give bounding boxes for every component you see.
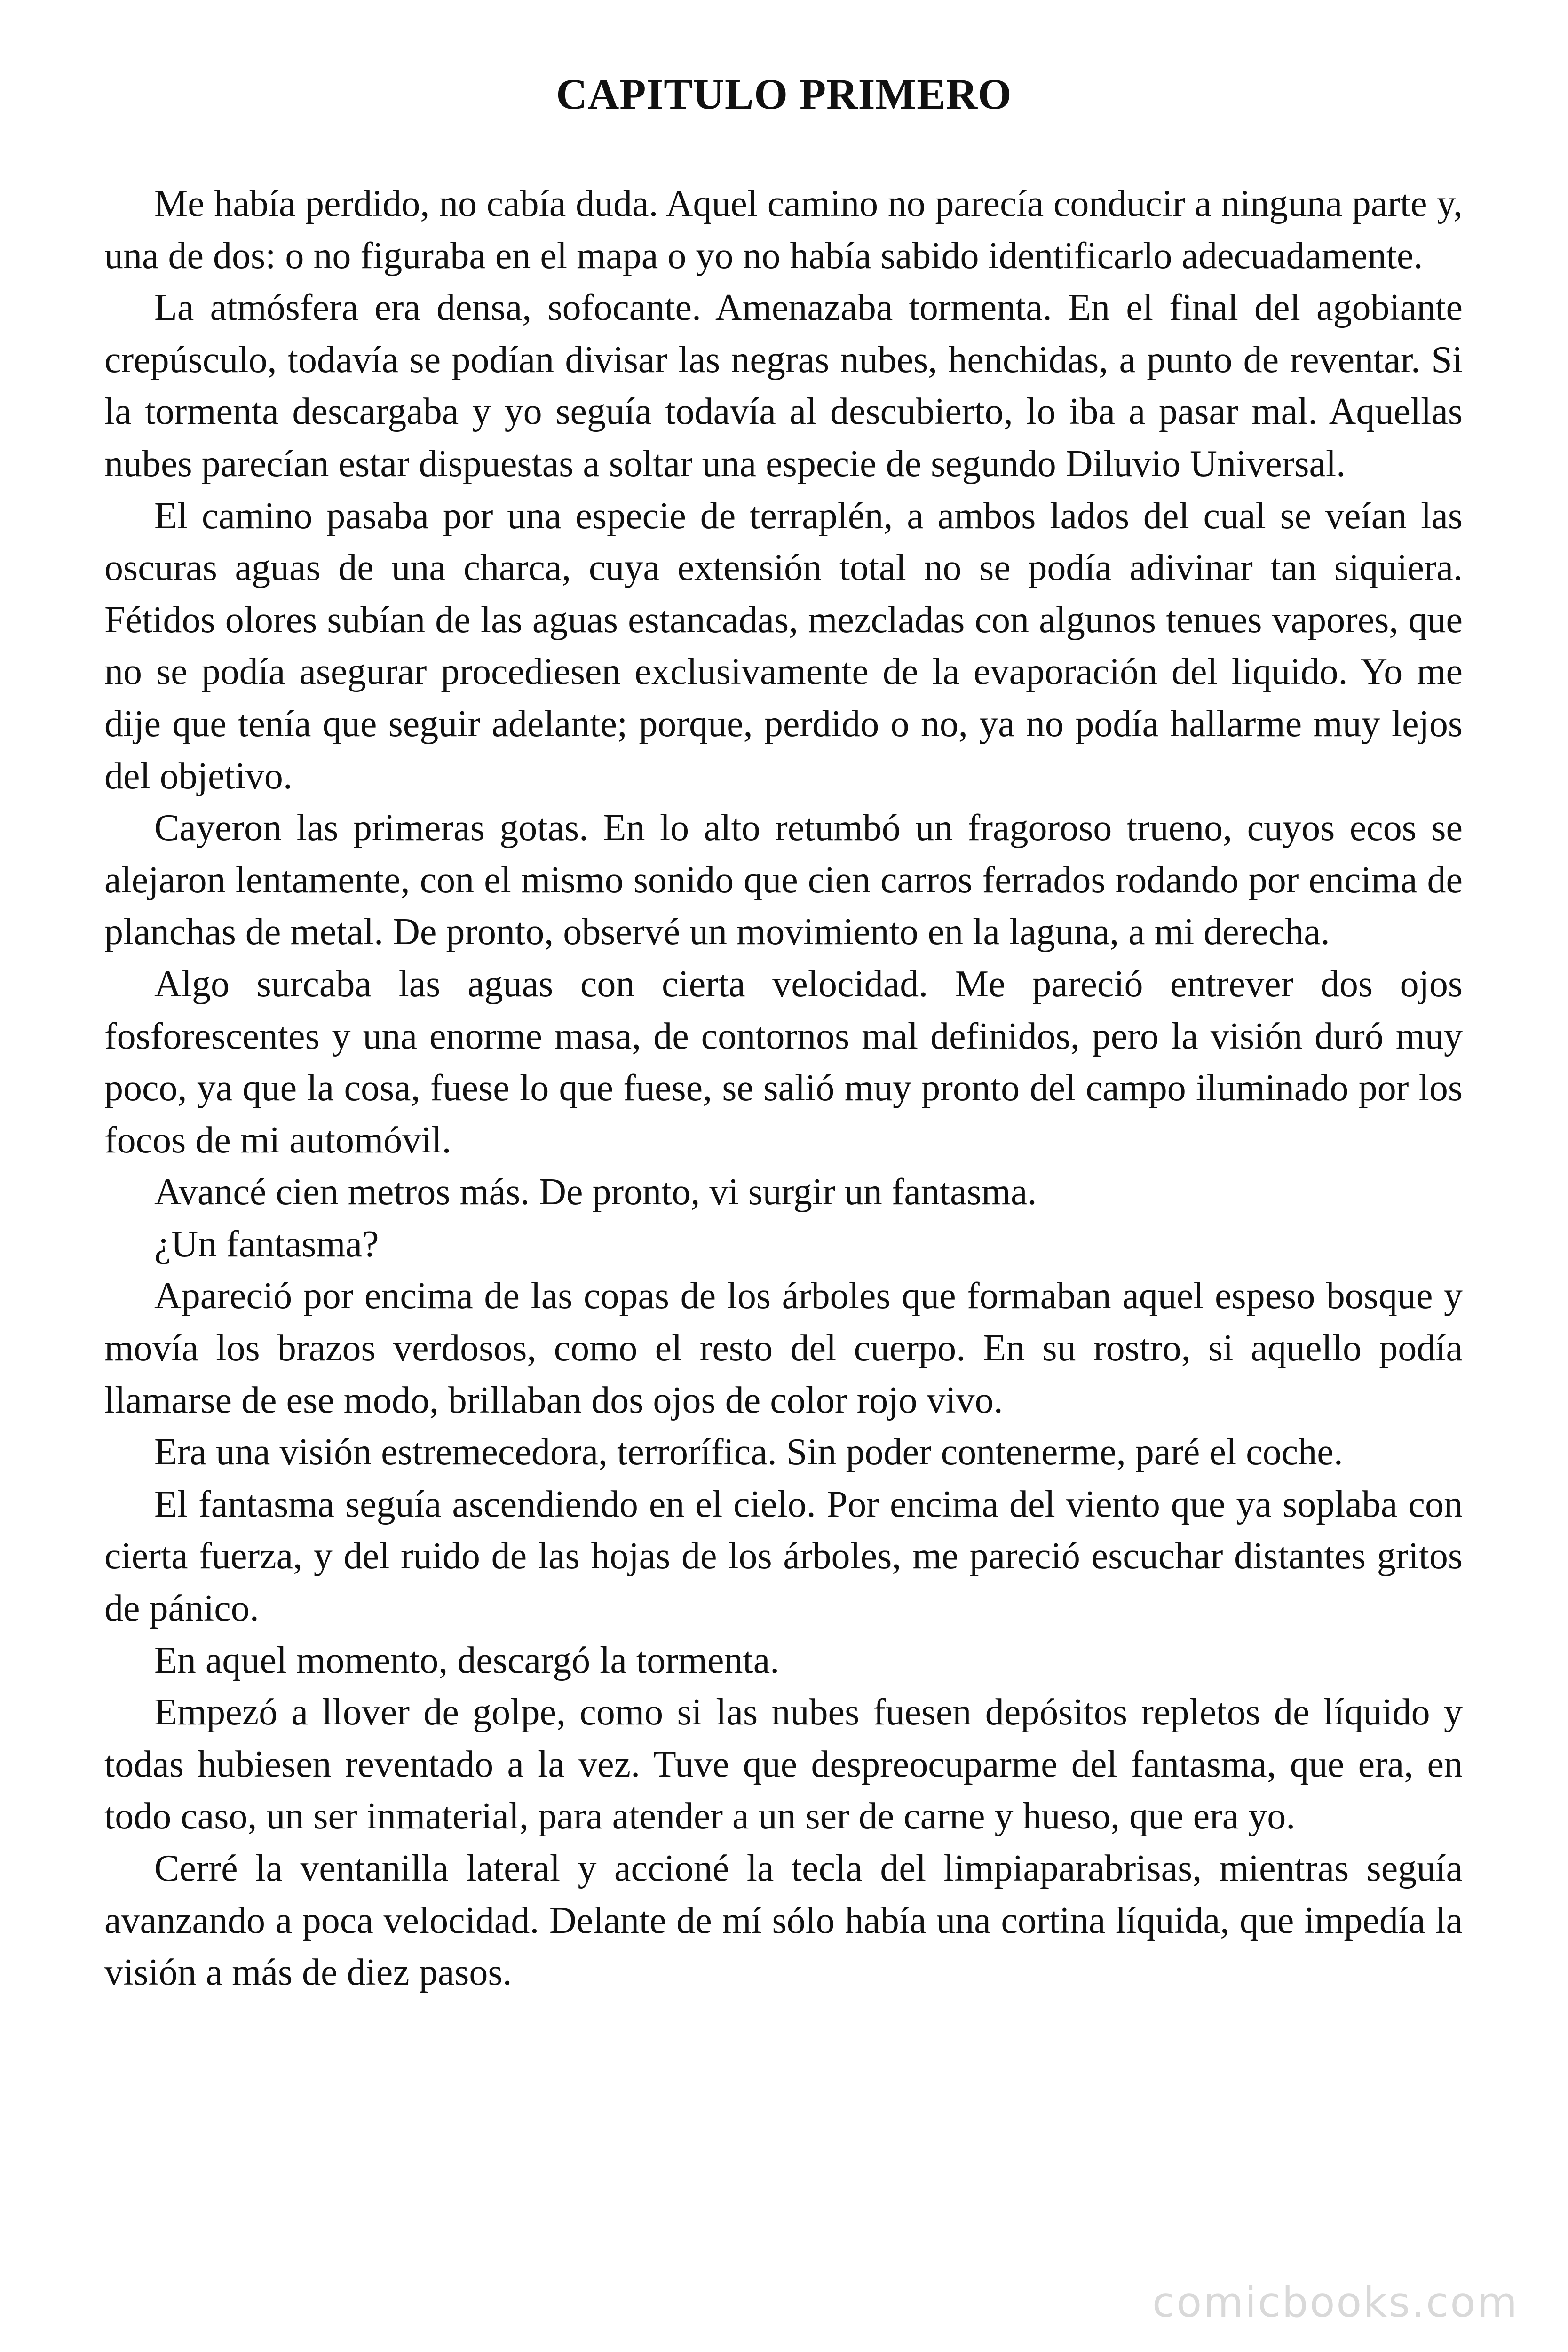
- paragraph: Avancé cien metros más. De pronto, vi surgir un fantasma.: [154, 1171, 1037, 1213]
- paragraph: Empezó a llover de golpe, como si las nubes fuesen depósitos repletos de líquido y todas hubiesen reventado a la vez. Tuve que despreocuparme del fantasma, que era, en todo caso, un ser inmaterial, para atender a un ser de carne y hueso, que era yo.: [104, 1692, 1463, 1837]
- watermark: comicbooks.com: [1152, 2278, 1519, 2327]
- paragraph: Algo surcaba las aguas con cierta velocidad. Me pareció entrever dos ojos fosforescentes y una enorme masa, de contornos mal definidos, pero la visión duró muy poco, ya que la cosa, fuese lo que fuese, se salió muy pronto del campo iluminado por los focos de mi automóvil.: [104, 963, 1463, 1161]
- paragraph: Me había perdido, no cabía duda. Aquel camino no parecía conducir a ninguna parte y, una de dos: o no figuraba en el mapa o yo no había sabido identificarlo adecuadamente.: [104, 183, 1463, 277]
- chapter-title: CAPITULO PRIMERO: [556, 70, 1012, 118]
- paragraph: El camino pasaba por una especie de terraplén, a ambos lados del cual se veían las oscuras aguas de una charca, cuya extensión total no se podía adivinar tan siquiera. Fétidos olores subían de las aguas estancadas, mezcladas con algunos tenues vapores, que no se podía asegurar procediesen exclusivamente de la evaporación del liquido. Yo me dije que tenía que seguir adelante; porque, perdido o no, ya no podía hallarme muy lejos del objetivo.: [104, 495, 1463, 797]
- paragraph: La atmósfera era densa, sofocante. Amenazaba tormenta. En el final del agobiante crepúsculo, todavía se podían divisar las negras nubes, henchidas, a punto de reventar. Si la tormenta descargaba y yo seguía todavía al descubierto, lo iba a pasar mal. Aquellas nubes parecían estar dispuestas a soltar una especie de segundo Diluvio Universal.: [104, 287, 1463, 485]
- paragraph: Cerré la ventanilla lateral y accioné la tecla del limpiaparabrisas, mientras seguía avanzando a poca velocidad. Delante de mí sólo había una cortina líquida, que impedía la visión a más de diez pasos.: [104, 1848, 1463, 1994]
- paragraph: ¿Un fantasma?: [154, 1223, 379, 1265]
- chapter-body: [104, 178, 1463, 1999]
- paragraph: En aquel momento, descargó la tormenta.: [154, 1639, 780, 1681]
- paragraph: Cayeron las primeras gotas. En lo alto retumbó un fragoroso trueno, cuyos ecos se alejaron lentamente, con el mismo sonido que cien carros ferrados rodando por encima de planchas de metal. De pronto, observé un movimiento en la laguna, a mi derecha.: [104, 807, 1463, 953]
- paragraph: El fantasma seguía ascendiendo en el cielo. Por encima del viento que ya soplaba con cierta fuerza, y del ruido de las hojas de los árboles, me pareció escuchar distantes gritos de pánico.: [104, 1483, 1463, 1629]
- paragraph: Era una visión estremecedora, terrorífica. Sin poder contenerme, paré el coche.: [154, 1431, 1343, 1473]
- paragraph: Apareció por encima de las copas de los árboles que formaban aquel espeso bosque y movía los brazos verdosos, como el resto del cuerpo. En su rostro, si aquello podía llamarse de ese modo, brillaban dos ojos de color rojo vivo.: [104, 1275, 1463, 1421]
